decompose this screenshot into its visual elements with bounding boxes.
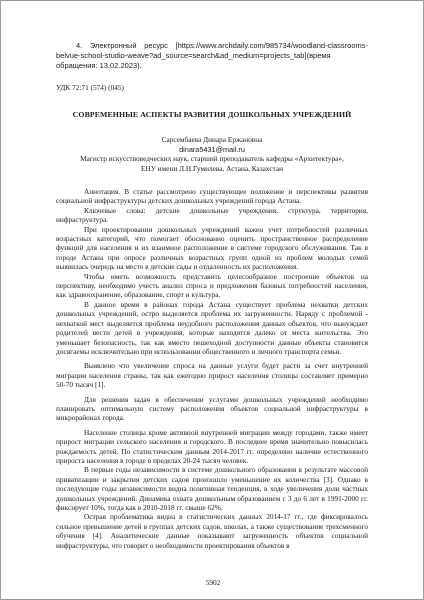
body-paragraph: Население столицы кроме активной внутренней миграции между городами, также имеет прирост миграции сельского населения и городского. В последнее время значительно повысилась рождаемость детей. По статистическим данным 2014-2017 гг. определено наличие естественного прироста населения в городе в пределах 20-24 тысяч человек. — [56, 427, 368, 465]
body-paragraph: Выявлено что увеличение спроса на данные услуги будет расти за счет внутренней миграции населения страны, так как ежегодно прирост населения столицы составляет примерно 50-70 тысяч [1]. — [56, 361, 368, 390]
body-paragraph: При проектировании дошкольных учреждений важен учет потребностей различных возрастных категорий, что помогает обоснованно оценить пространственное распределение функций для населения и их взаимное расположение в системе городского обслуживания. Так в городе Астана при опросе различных возрастных групп одной из проблем молодых семей выявилась очередь на место в детские сады и отдаленность их расположения. — [56, 224, 368, 272]
body-paragraph: Для решения задач в обеспечении услугами дошкольных учреждений необходимо планировать оптимальную систему расположения объектов социальной инфраструктуры в микрорайонах города. — [56, 394, 368, 423]
body-paragraph: Чтобы иметь возможность представить целесообразное построение объектов на перспективу, необходимо учесть анализ спроса и предложения базовых потребностей населения, как здравоохранение, образование, спорт и культура. — [56, 271, 368, 300]
page-content — [56, 41, 368, 550]
body-paragraph: Острая проблематика видна в статистических данных 2014-17 гг., где фиксировалось сильное превышение детей в группах детских садов, школах, а также существование трехсменного обучения [4]. Аналитические данные показывают загруженность объектов социальной инфраструктуры, что говорит о необходимости проектирования объектов в — [56, 512, 368, 550]
udk-code: УДК 72:71 (574) (045) — [56, 83, 124, 92]
author-email: dinara5431@mail.ru — [179, 144, 245, 154]
article-body — [56, 187, 368, 550]
author-position: Магистр искусствоведческих наук, старший преподаватель кафедры «Архитектура», — [80, 154, 344, 163]
author-name: Сарсембаева Динара Ержановна — [161, 135, 263, 144]
author-block — [56, 135, 368, 173]
author-affiliation: ЕНУ имени Л.Н.Гумилева, Астана, Казахстан — [141, 163, 283, 173]
reference-item: 4. Электронный ресурс [https://www.archdaily.com/985734/woodland-classrooms-belvue-school-studio-weave?ad_source=search&ad_medium=projects_tab](время обращения: 13.02.2023). — [56, 41, 368, 70]
body-paragraph: В первые годы независимости в системе дошкольного образования в результате массовой приватизации и закрытия детских садов произошло уменьшение их количества [3]. Однако в последующие годы независимости видна позитивная тенденция, в ходе увеличения доли частных дошкольных учреждений. Динамика охвата дошкольным образованием с 3 до 6 лет в 1991-2000 гг. фиксирует 10%, тогда как в 2010-2018 гг. свыше 62%. — [56, 465, 368, 512]
abstract-paragraph: Аннотация. В статье рассмотрено существующее положение и перспективы развития социальной инфраструктуры детских дошкольных учреждений города Астана. — [56, 187, 368, 206]
page-number: 5902 — [205, 578, 221, 587]
keywords-paragraph: Ключевые слова: детские дошкольные учреждения, структура, территория, инфраструктура. — [56, 205, 368, 225]
body-paragraph: В данное время в районах города Астана существует проблема нехватки детских дошкольных учреждений, остро выделяется проблема их загруженности. Наряду с проблемой - нехваткой мест выделяется проблема неудобного расположения данных объектов, что вынуждает родителей вести детей в учреждения, которые находятся далеко от места жительства. Это уменьшает безопасность, так как вместо пешеходной доступности данные объекты становятся досягаемы исключительно при использовании общественного и личного транспорта семьи. — [56, 299, 368, 356]
article-title: СОВРЕМЕННЫЕ АСПЕКТЫ РАЗВИТИЯ ДОШКОЛЬНЫХ УЧРЕЖДЕНИЙ — [72, 110, 352, 119]
